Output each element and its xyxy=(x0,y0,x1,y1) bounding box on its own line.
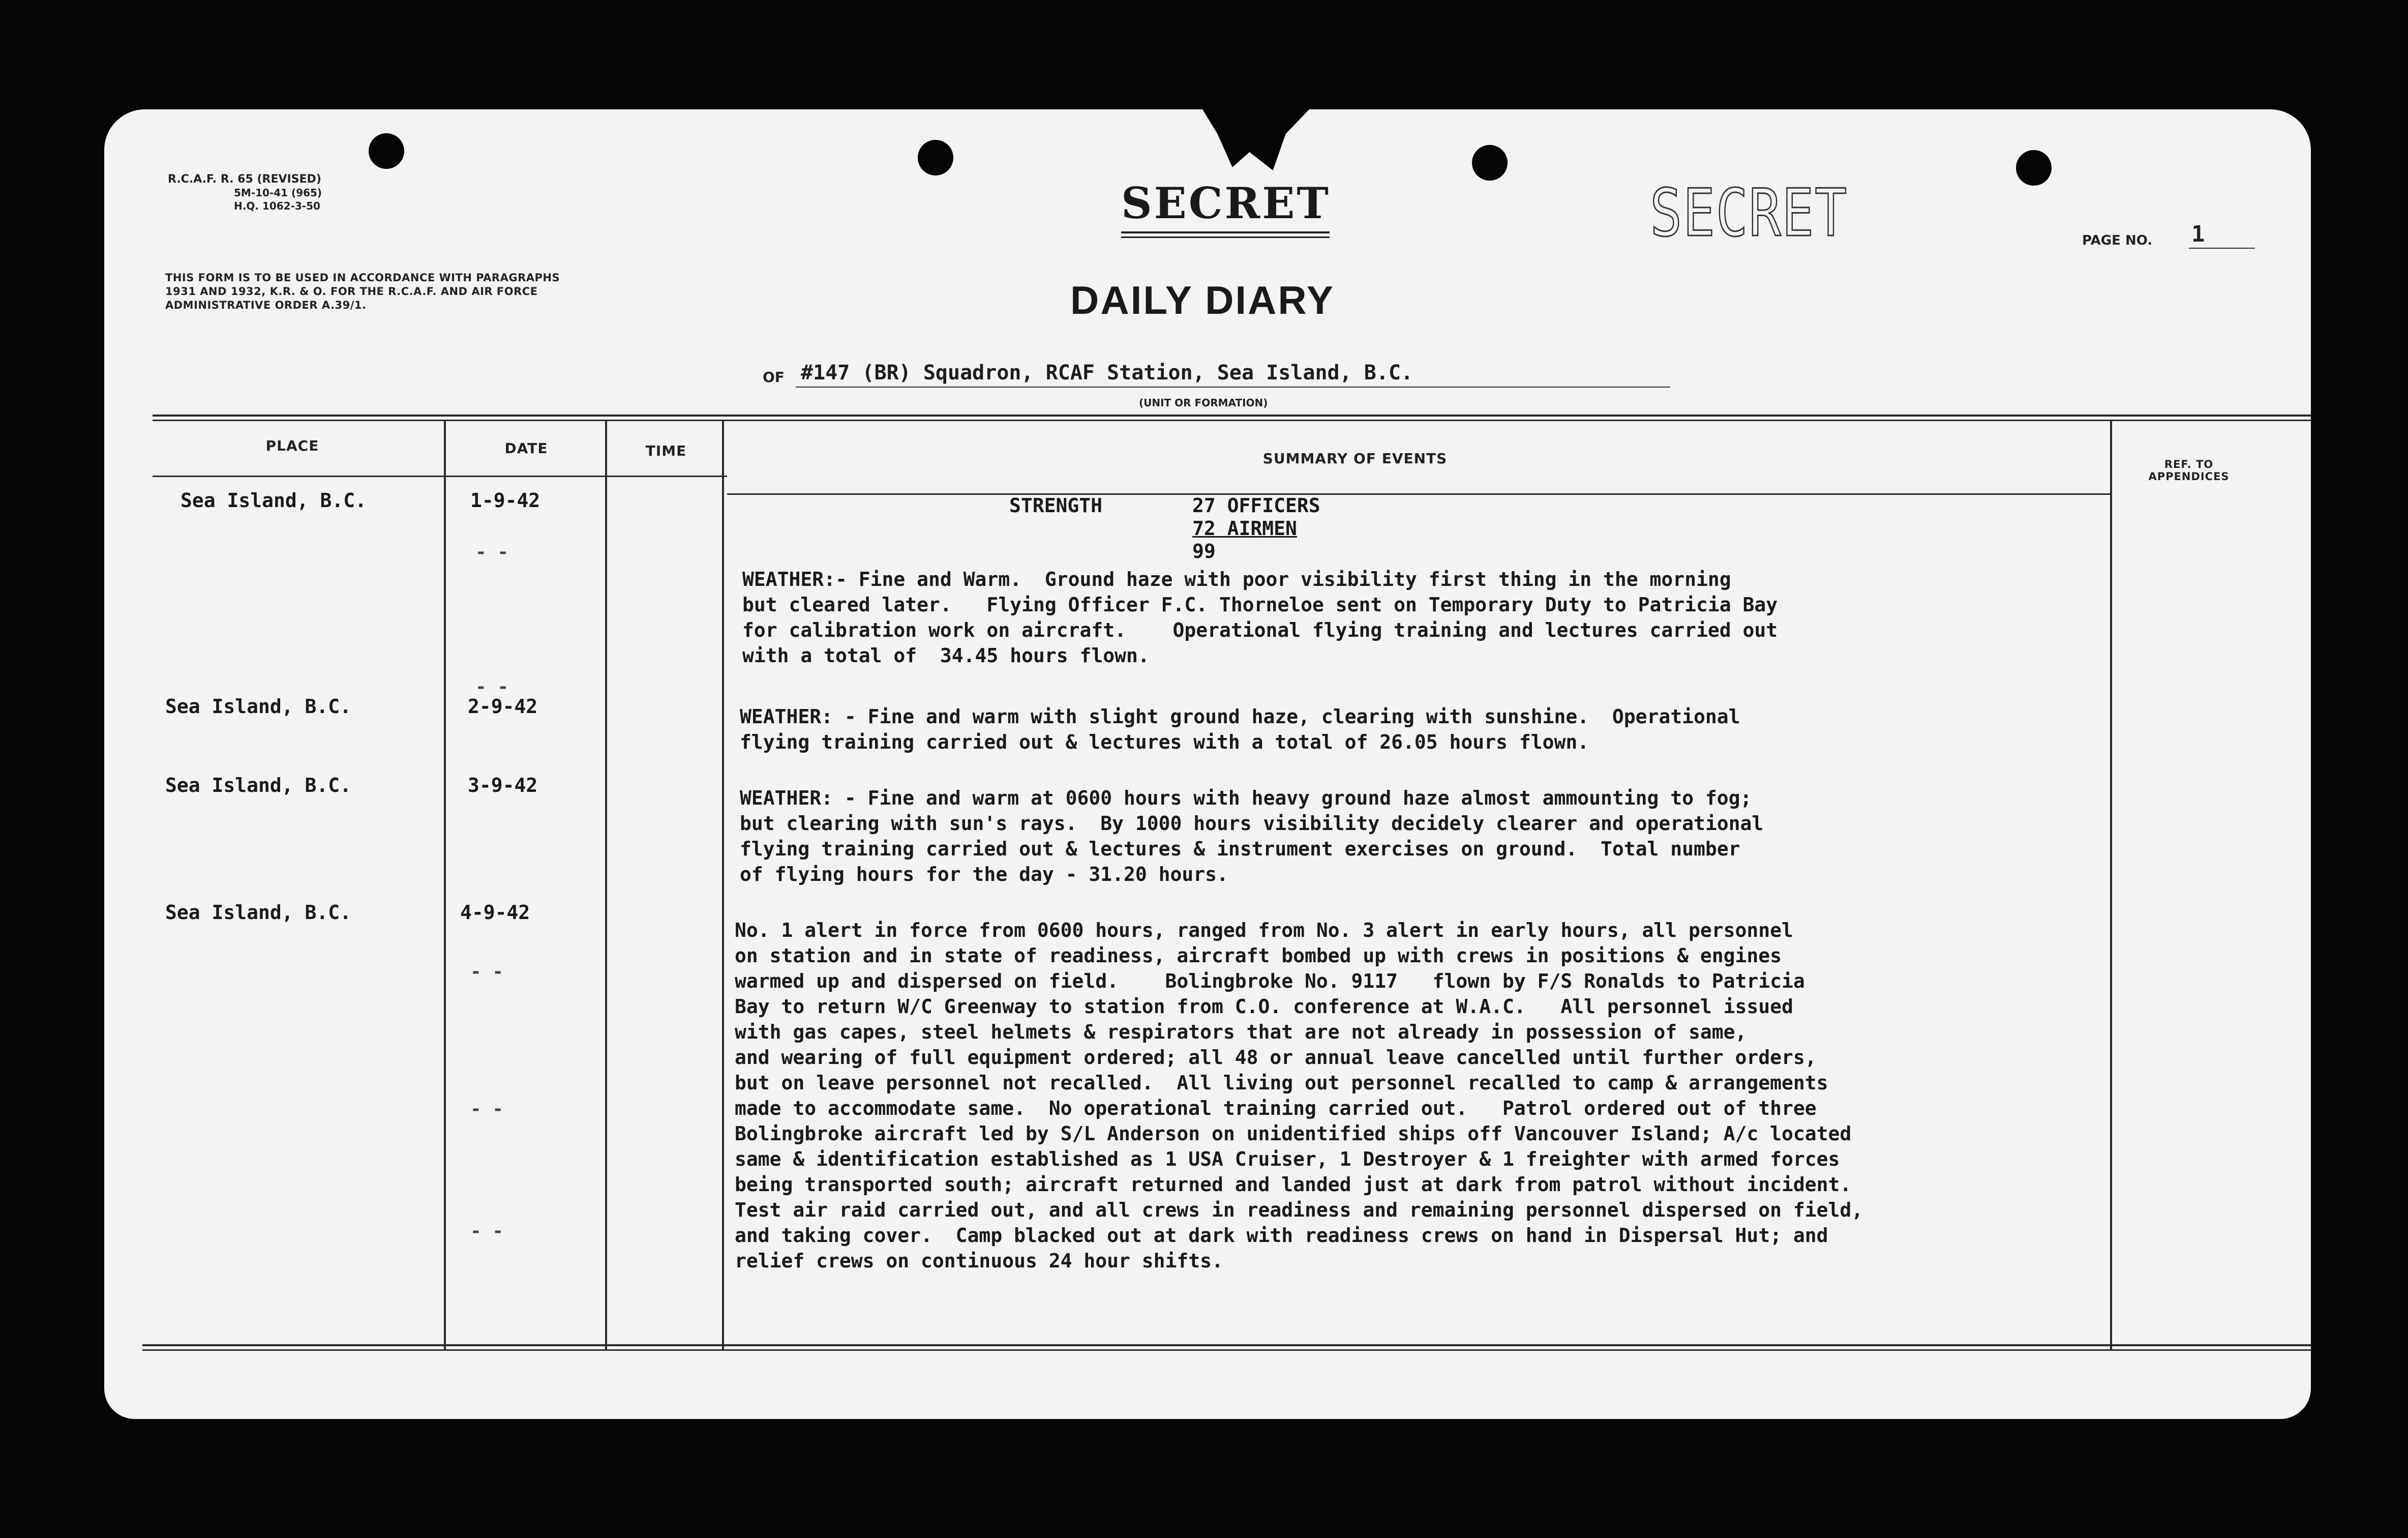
form-ref-line-3: H.Q. 1062-3-50 xyxy=(234,200,320,212)
column-header-summary: SUMMARY OF EVENTS xyxy=(1262,450,1448,467)
column-header-place: PLACE xyxy=(265,437,319,454)
table-top-rule xyxy=(153,420,2311,421)
strength-airmen: 72 AIRMEN xyxy=(1192,517,1297,540)
unit-name: #147 (BR) Squadron, RCAF Station, Sea Island, B.C. xyxy=(801,361,1413,384)
entry-line: Bolingbroke aircraft led by S/L Anderson on unidentified ships off Vancouver Island; A/c located xyxy=(735,1122,1852,1145)
column-divider xyxy=(444,421,446,1350)
ditto-mark: - - xyxy=(470,1221,504,1241)
entry-line: Bay to return W/C Greenway to station from C.O. conference at W.A.C. All personnel issued xyxy=(735,995,1793,1018)
ditto-mark: - - xyxy=(475,676,509,697)
entry-line: Test air raid carried out, and all crews in readiness and remaining personnel dispersed on field, xyxy=(735,1199,1863,1221)
entry-place: Sea Island, B.C. xyxy=(165,774,352,796)
paper-tear xyxy=(1202,109,1309,170)
classification-underline xyxy=(1121,236,1330,238)
header-bottom-rule xyxy=(153,476,727,477)
entry-line: warmed up and dispersed on field. Bolingbroke No. 9117 flown by F/S Ronalds to Patricia xyxy=(735,970,1805,992)
column-header-date: DATE xyxy=(504,440,548,457)
classification-underline xyxy=(1121,231,1330,233)
entry-line: WEATHER:- Fine and Warm. Ground haze with poor visibility first thing in the morning xyxy=(742,568,1731,590)
entry-line: flying training carried out & lectures with a total of 26.05 hours flown. xyxy=(740,731,1589,753)
entry-line: with gas capes, steel helmets & respirators that are not already in possession of same, xyxy=(735,1021,1747,1043)
ditto-mark: - - xyxy=(470,961,504,982)
column-divider xyxy=(605,421,607,1350)
table-bottom-rule xyxy=(142,1344,2311,1346)
ditto-mark: - - xyxy=(475,542,509,563)
entry-line: on station and in state of readiness, aircraft bombed up with crews in positions & engines xyxy=(735,944,1782,967)
header-bottom-rule xyxy=(727,493,2110,495)
unit-underline xyxy=(796,387,1670,388)
entry-line: WEATHER: - Fine and warm with slight ground haze, clearing with sunshine. Operational xyxy=(740,705,1740,728)
entry-line: but on leave personnel not recalled. All living out personnel recalled to camp & arrangements xyxy=(735,1072,1828,1094)
entry-line: No. 1 alert in force from 0600 hours, ranged from No. 3 alert in early hours, all personnel xyxy=(735,919,1793,941)
strength-label: STRENGTH xyxy=(1009,494,1103,517)
entry-line: made to accommodate same. No operational training carried out. Patrol ordered out of three xyxy=(735,1097,1817,1119)
entry-line: same & identification established as 1 USA Cruiser, 1 Destroyer & 1 freighter with armed forces xyxy=(735,1148,1840,1170)
column-header-ref: REF. TO APPENDICES xyxy=(2148,458,2230,483)
entry-date: 4-9-42 xyxy=(460,901,530,924)
entry-date: 3-9-42 xyxy=(468,774,538,796)
punch-hole xyxy=(918,140,953,175)
entry-line: being transported south; aircraft returned and landed just at dark from patrol without incident. xyxy=(735,1173,1852,1196)
entry-place: Sea Island, B.C. xyxy=(165,695,352,718)
strength-officers: 27 OFFICERS xyxy=(1192,494,1320,517)
ditto-mark: - - xyxy=(470,1099,504,1119)
punch-hole xyxy=(2016,150,2052,186)
entry-date: 2-9-42 xyxy=(468,695,538,718)
table-top-rule xyxy=(153,415,2311,417)
classification-heading: SECRET xyxy=(1121,178,1331,228)
form-reference xyxy=(168,173,322,213)
column-divider xyxy=(722,421,724,1350)
page-number-line xyxy=(2189,248,2255,249)
entry-line: WEATHER: - Fine and warm at 0600 hours with heavy ground haze almost ammounting to fog; xyxy=(740,787,1752,809)
secret-stamp: SECRET xyxy=(1650,175,1848,251)
page-title: DAILY DIARY xyxy=(1070,278,1335,322)
entry-line: of flying hours for the day - 31.20 hours. xyxy=(740,863,1228,885)
page-label: PAGE NO. xyxy=(2082,233,2153,248)
entry-line: relief crews on continuous 24 hour shifts. xyxy=(735,1250,1223,1272)
form-ref-line-1: R.C.A.F. R. 65 (REVISED) xyxy=(168,173,321,186)
unit-caption: (UNIT OR FORMATION) xyxy=(1139,397,1268,409)
form-usage-note: THIS FORM IS TO BE USED IN ACCORDANCE WITH PARAGRAPHS 1931 AND 1932, K.R. & O. FOR THE R.C.A.F. AND AIR FORCE ADMINISTRATIVE ORDER A.39/1. xyxy=(165,272,560,311)
column-header-time: TIME xyxy=(645,442,687,459)
punch-hole xyxy=(369,133,404,169)
punch-hole xyxy=(1472,145,1508,181)
entry-line: and taking cover. Camp blacked out at dark with readiness crews on hand in Dispersal Hut; and xyxy=(735,1224,1828,1247)
page-number: 1 xyxy=(2191,221,2205,247)
diary-form-sheet xyxy=(104,109,2311,1419)
entry-line: but clearing with sun's rays. By 1000 hours visibility decidely clearer and operational xyxy=(740,812,1764,835)
entry-date: 1-9-42 xyxy=(470,489,540,512)
strength-total: 99 xyxy=(1192,540,1216,563)
of-label: OF xyxy=(763,369,785,386)
column-divider xyxy=(2110,421,2112,1350)
entry-line: for calibration work on aircraft. Operational flying training and lectures carried out xyxy=(742,619,1778,641)
table-bottom-rule xyxy=(142,1349,2311,1351)
entry-line: with a total of 34.45 hours flown. xyxy=(742,644,1150,667)
form-ref-line-2: 5M-10-41 (965) xyxy=(234,187,322,199)
entry-place: Sea Island, B.C. xyxy=(165,901,352,924)
entry-line: and wearing of full equipment ordered; all 48 or annual leave cancelled until further orders, xyxy=(735,1046,1817,1069)
entry-place: Sea Island, B.C. xyxy=(180,489,367,512)
entry-line: flying training carried out & lectures & instrument exercises on ground. Total number xyxy=(740,838,1740,860)
entry-line: but cleared later. Flying Officer F.C. Thorneloe sent on Temporary Duty to Patricia Bay xyxy=(742,594,1778,616)
